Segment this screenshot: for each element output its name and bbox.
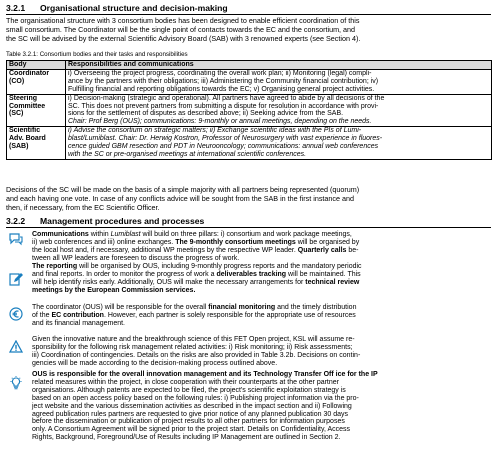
paragraph-line: Rights, Background, Foreground/Use of Results including IP Management are outlined in Section 2. — [32, 434, 341, 442]
responsibility-line: sions for the settlement of disputes as described above; ii) Seeking advice from the SAB. — [68, 110, 344, 118]
innovation-paragraph — [32, 371, 378, 442]
decision-line: then, if necessary, from the EC Scientific Officer. — [6, 203, 160, 212]
paragraph-line: before the dissemination or publication of project results to all other partners for information purposes — [32, 418, 345, 426]
paragraph-line: ject website and the various dissemination activities as described in the impact section and ii) Following — [32, 402, 352, 410]
section-heading — [6, 216, 491, 226]
table-cell-body — [7, 69, 66, 94]
section-rule — [6, 14, 491, 15]
paragraph-line: sponsibility for the following risk management related activities: i) Risk monitoring; ii) Risk assessments; — [32, 343, 353, 351]
communications-paragraph — [32, 231, 359, 263]
responsibility-line: i) Decision-making (strategic and operational). All partners have agreed to abide by all decisions of the — [68, 94, 385, 102]
paragraph-line: The coordinator (OUS) will be responsible for the overall financial monitoring and the timely distribution — [32, 304, 357, 311]
responsibility-line: ance by the partners with their obligations; iii) Administering the Community financial contribution; iv) — [68, 77, 379, 85]
responsibility-line: SC. This does not prevent partners from submitting a dispute for resolution in accordance with provi- — [68, 102, 379, 110]
paragraph-line: based on an open access policy based on the following rules: i) Publishing project information via the pro- — [32, 394, 359, 402]
paragraph-line: organisations. Although patents are expected to be filed, the project's scientific exploitation strategy is — [32, 386, 346, 394]
paragraph-line: of the EC contribution. However, each partner is solely responsible for the appropriate use of resources — [32, 311, 356, 319]
body-name: Adv. Board — [9, 135, 46, 143]
responsibility-line: blast/Lumiblast. Chair: Dr. Herwig Kostron, Professor of Neurosurgery with vast experience in fluores- — [68, 135, 383, 143]
chat-icon — [9, 232, 23, 246]
euro-icon — [9, 307, 23, 321]
table-header-body: Body — [7, 61, 66, 70]
paragraph-line: Given the innovative nature and the breakthrough science of this FET Open project, KSL will assume re- — [32, 336, 355, 343]
lightbulb-icon — [9, 376, 23, 390]
paragraph-line: tween all WP leaders are foreseen to discuss the progress of work. — [32, 254, 240, 262]
paragraph-line: and its financial management. — [32, 319, 125, 327]
decision-line: and each having one vote. In case of any conflicts advice will be sought from the SAB in the first instance and — [6, 194, 354, 203]
section-title: Management procedures and processes — [40, 216, 205, 226]
warning-icon — [9, 340, 23, 354]
paragraph-line: will help identify risks early. Additionally, OUS will make the necessary arrangements for technical review — [32, 278, 360, 286]
intro-line: small consortium. The Coordinator will be the single point of contacts towards the EC and the consortium, and — [6, 25, 356, 34]
table-cell-responsibilities — [66, 127, 492, 160]
paragraph-line: OUS is responsible for the overall innovation management and its Technology Transfer Off ice for the IP — [32, 371, 378, 378]
body-name: Committee — [9, 102, 46, 110]
paragraph-line: related measures within the project, in close cooperation with their counterparts at the other partner — [32, 378, 339, 386]
intro-line: The organisational structure with 3 consortium bodies has been designed to enable efficient coordination of this — [6, 16, 360, 25]
body-name: Scientific — [9, 127, 41, 135]
body-abbrev: (SAB) — [9, 143, 29, 151]
section-heading — [6, 3, 491, 13]
table-row — [7, 127, 492, 160]
paragraph-line: the local host and, if necessary, additional WP meetings by the respective WP leader. Quarterly calls be- — [32, 246, 359, 254]
paragraph-line: The reporting will be organised by OUS, including 9-monthly progress reports and the mandatory periodic — [32, 263, 362, 270]
table-header-responsibilities: Responsibilities and communications — [66, 61, 492, 70]
section-rule — [6, 227, 491, 228]
paragraph-line: iii) Coordination of contingencies. Details on the risks are also provided in Table 3.2b. Decisions on contin- — [32, 351, 361, 359]
section-title: Organisational structure and decision-making — [40, 3, 228, 13]
body-abbrev: (CO) — [9, 77, 25, 85]
paragraph-line: only. A Consortium Agreement will be signed prior to the project start. Details on Confidentiality, Access — [32, 426, 351, 434]
table-cell-body — [7, 127, 66, 160]
paragraph-line: ii) web conferences and iii) online exchanges. The 9-monthly consortium meetings will be organised by — [32, 238, 360, 246]
section-number: 3.2.2 — [6, 216, 26, 226]
paragraph-line: meetings by the European Commission services. — [32, 286, 196, 294]
reporting-paragraph — [32, 263, 362, 295]
table-cell-responsibilities — [66, 94, 492, 127]
intro-line: the SC will be advised by the external Scientific Advisory Board (SAB) with 3 renowned experts (see Section 4). — [6, 34, 361, 43]
table-caption: Table 3.2.1: Consortium bodies and their tasks and responsibilities — [6, 51, 188, 58]
responsibility-line: i) Overseeing the project progress, coordinating the overall work plan; ii) Monitoring (legal) compli- — [68, 69, 372, 77]
edit-icon — [9, 272, 23, 286]
paragraph-line: gencies will be made according to the decision-making process outlined above. — [32, 359, 278, 367]
table-row — [7, 69, 492, 94]
responsibility-line: i) Advise the consortium on strategic matters; ii) Exchange scientific ideas with the PIs of Lumi- — [68, 127, 362, 135]
table-cell-responsibilities — [66, 69, 492, 94]
responsibility-line: Fulfilling financial and reporting obligations towards the EC; v) Organising general project activities. — [68, 85, 375, 93]
consortium-bodies-table — [6, 60, 492, 160]
body-name: Steering — [9, 94, 38, 102]
paragraph-line: and final reports. In order to monitor the progress of work a deliverables tracking will be maintained. This — [32, 270, 361, 278]
paragraph-line: agreed publication rules partners are requested to give prior notice of any planned publication 30 days — [32, 410, 348, 418]
table-header-row — [7, 61, 492, 70]
responsibility-line: cence guided GBM resection and PDT in Neurooncology; communications: annual web conferences — [68, 143, 379, 151]
body-abbrev: (SC) — [9, 110, 24, 118]
decision-line: Decisions of the SC will be made on the basis of a simple majority with all partners being represented (quorum) — [6, 185, 360, 194]
table-cell-body — [7, 94, 66, 127]
section-number: 3.2.1 — [6, 3, 26, 13]
responsibility-line: Chair: Prof Berg (OUS); communications: 9-monthly or annual meetings, depending on the needs. — [68, 118, 372, 126]
paragraph-line: Communications within Lumiblast will build on three pillars: i) consortium and work package meetings, — [32, 231, 352, 238]
body-name: Coordinator — [9, 69, 50, 77]
responsibility-line: with the SC or pre-organised meetings at international scientific conferences. — [68, 150, 307, 158]
risk-paragraph — [32, 336, 360, 368]
table-row — [7, 94, 492, 127]
financial-paragraph — [32, 304, 356, 328]
